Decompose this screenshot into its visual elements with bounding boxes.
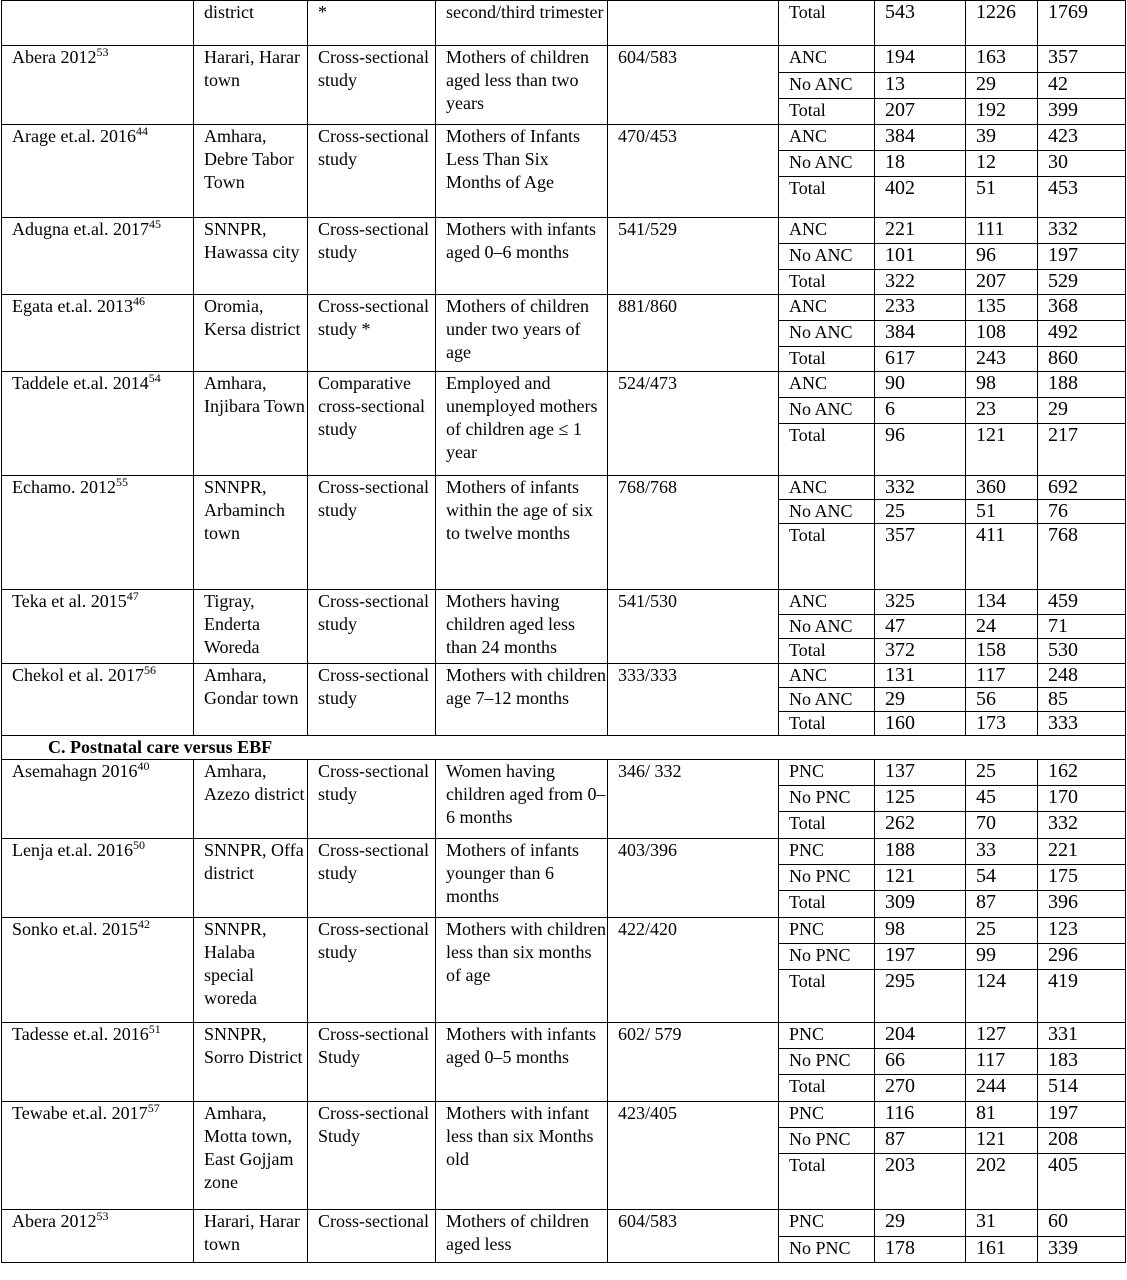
study-cell <box>2 918 194 1023</box>
ebf-count: 322 <box>875 270 966 295</box>
study-cell <box>2 839 194 918</box>
table-row <box>2 125 1126 151</box>
total-count: 248 <box>1038 664 1126 688</box>
sample-size-cell: 768/768 <box>608 476 779 590</box>
total-count: 197 <box>1038 244 1126 270</box>
design-cell: Cross-sectional study <box>308 125 436 218</box>
citation-ref: 46 <box>132 294 145 308</box>
sample-size-cell: 541/530 <box>608 590 779 664</box>
ebf-count: 29 <box>875 1210 966 1237</box>
study-name: Tewabe et.al. 2017 <box>12 1103 148 1123</box>
ebf-count: 309 <box>875 891 966 918</box>
table-row <box>2 760 1126 786</box>
study-cell <box>2 372 194 476</box>
ebf-count: 101 <box>875 244 966 270</box>
citation-ref: 51 <box>148 1022 161 1036</box>
total-count: 768 <box>1038 524 1126 590</box>
group-label: ANC <box>779 46 875 73</box>
population-cell: Mothers of children under two years of age <box>436 295 608 372</box>
group-label: Total <box>779 712 875 736</box>
total-count: 29 <box>1038 398 1126 424</box>
section-header: C. Postnatal care versus EBF <box>2 736 1126 760</box>
ebf-count: 178 <box>875 1237 966 1263</box>
study-name: Sonko et.al. 2015 <box>12 919 138 939</box>
study-name: Asemahagn 2016 <box>12 761 138 781</box>
group-label: Total <box>779 177 875 218</box>
non-ebf-count: 192 <box>966 99 1038 125</box>
section-c-header-group <box>2 736 1126 760</box>
non-ebf-count: 163 <box>966 46 1038 73</box>
group-label: Total <box>779 424 875 476</box>
group-label: No ANC <box>779 398 875 424</box>
table-row <box>2 46 1126 73</box>
ebf-count: 384 <box>875 125 966 151</box>
population-cell: Women having children aged from 0–6 months <box>436 760 608 839</box>
ebf-count: 121 <box>875 865 966 891</box>
total-count: 529 <box>1038 270 1126 295</box>
total-count: 221 <box>1038 839 1126 865</box>
total-count: 331 <box>1038 1023 1126 1049</box>
study-table <box>1 0 1126 1263</box>
non-ebf-count: 111 <box>966 218 1038 244</box>
anc-rows <box>2 1 1126 736</box>
table-row <box>2 1 1126 46</box>
non-ebf-count: 33 <box>966 839 1038 865</box>
ebf-count: 98 <box>875 918 966 944</box>
non-ebf-count: 121 <box>966 424 1038 476</box>
non-ebf-count: 12 <box>966 151 1038 177</box>
sample-size-cell: 524/473 <box>608 372 779 476</box>
study-name: Abera 2012 <box>12 1211 97 1231</box>
sample-size-cell: 403/396 <box>608 839 779 918</box>
citation-ref: 47 <box>126 589 139 603</box>
non-ebf-count: 117 <box>966 1049 1038 1075</box>
total-count: 208 <box>1038 1128 1126 1154</box>
non-ebf-count: 134 <box>966 590 1038 615</box>
group-label: No ANC <box>779 73 875 99</box>
total-count: 85 <box>1038 688 1126 712</box>
group-label: No PNC <box>779 1049 875 1075</box>
population-cell: Mothers of Infants Less Than Six Months of Age <box>436 125 608 218</box>
non-ebf-count: 24 <box>966 615 1038 639</box>
study-cell <box>2 46 194 125</box>
study-cell <box>2 760 194 839</box>
design-cell: Cross-sectional Study <box>308 1102 436 1210</box>
citation-ref: 45 <box>148 217 161 231</box>
population-cell: Mothers of children aged less <box>436 1210 608 1263</box>
total-count: 183 <box>1038 1049 1126 1075</box>
group-label: Total <box>779 347 875 372</box>
study-cell <box>2 218 194 295</box>
table-row <box>2 664 1126 688</box>
non-ebf-count: 127 <box>966 1023 1038 1049</box>
pnc-rows <box>2 760 1126 1263</box>
group-label: ANC <box>779 372 875 398</box>
sample-size-cell: 423/405 <box>608 1102 779 1210</box>
sample-size-cell: 604/583 <box>608 46 779 125</box>
population-cell: Mothers with infants aged 0–6 months <box>436 218 608 295</box>
total-count: 170 <box>1038 786 1126 812</box>
ebf-count: 204 <box>875 1023 966 1049</box>
total-count: 188 <box>1038 372 1126 398</box>
total-count: 459 <box>1038 590 1126 615</box>
non-ebf-count: 158 <box>966 639 1038 664</box>
non-ebf-count: 96 <box>966 244 1038 270</box>
population-cell: Mothers having children aged less than 24 months <box>436 590 608 664</box>
total-count: 423 <box>1038 125 1126 151</box>
ebf-count: 87 <box>875 1128 966 1154</box>
ebf-count: 47 <box>875 615 966 639</box>
region-cell: Harari, Harar town <box>194 46 308 125</box>
non-ebf-count: 25 <box>966 918 1038 944</box>
total-count: 492 <box>1038 321 1126 347</box>
ebf-count: 25 <box>875 500 966 524</box>
non-ebf-count: 31 <box>966 1210 1038 1237</box>
design-cell: Cross-sectional study <box>308 918 436 1023</box>
non-ebf-count: 87 <box>966 891 1038 918</box>
citation-ref: 56 <box>143 663 156 677</box>
citation-ref: 53 <box>96 1209 109 1223</box>
region-cell: Harari, Harar town <box>194 1210 308 1263</box>
ebf-count: 402 <box>875 177 966 218</box>
ebf-count: 203 <box>875 1154 966 1210</box>
group-label: No ANC <box>779 688 875 712</box>
total-count: 123 <box>1038 918 1126 944</box>
study-cell <box>2 1210 194 1263</box>
population-cell: Mothers of children aged less than two years <box>436 46 608 125</box>
group-label: PNC <box>779 1023 875 1049</box>
group-label: No PNC <box>779 786 875 812</box>
sample-size-cell: 422/420 <box>608 918 779 1023</box>
non-ebf-count: 173 <box>966 712 1038 736</box>
total-count: 197 <box>1038 1102 1126 1128</box>
design-cell: Cross-sectional study <box>308 760 436 839</box>
total-count: 453 <box>1038 177 1126 218</box>
non-ebf-count: 243 <box>966 347 1038 372</box>
design-cell: Comparative cross-sectional study <box>308 372 436 476</box>
ebf-count: 6 <box>875 398 966 424</box>
ebf-count: 357 <box>875 524 966 590</box>
ebf-count: 332 <box>875 476 966 500</box>
total-count: 860 <box>1038 347 1126 372</box>
ebf-count: 116 <box>875 1102 966 1128</box>
non-ebf-count: 244 <box>966 1075 1038 1102</box>
population-cell: Mothers of infants younger than 6 months <box>436 839 608 918</box>
ebf-count: 29 <box>875 688 966 712</box>
group-label: No ANC <box>779 500 875 524</box>
total-count: 76 <box>1038 500 1126 524</box>
sample-size-cell: 470/453 <box>608 125 779 218</box>
non-ebf-count: 108 <box>966 321 1038 347</box>
group-label: PNC <box>779 1210 875 1237</box>
design-cell: Cross-sectional study <box>308 590 436 664</box>
region-cell: Amhara, Injibara Town <box>194 372 308 476</box>
non-ebf-count: 54 <box>966 865 1038 891</box>
ebf-count: 543 <box>875 1 966 46</box>
study-name: Chekol et al. 2017 <box>12 665 144 685</box>
non-ebf-count: 124 <box>966 970 1038 1023</box>
sample-size-cell: 881/860 <box>608 295 779 372</box>
population-cell: Mothers with infants aged 0–5 months <box>436 1023 608 1102</box>
ebf-count: 90 <box>875 372 966 398</box>
non-ebf-count: 70 <box>966 812 1038 839</box>
non-ebf-count: 1226 <box>966 1 1038 46</box>
table-row <box>2 295 1126 321</box>
group-label: Total <box>779 639 875 664</box>
table-row <box>2 476 1126 500</box>
total-count: 42 <box>1038 73 1126 99</box>
section-header-row <box>2 736 1126 760</box>
region-cell: Amhara, Motta town, East Gojjam zone <box>194 1102 308 1210</box>
group-label: No ANC <box>779 321 875 347</box>
group-label: PNC <box>779 839 875 865</box>
ebf-count: 295 <box>875 970 966 1023</box>
study-cell <box>2 1102 194 1210</box>
ebf-count: 125 <box>875 786 966 812</box>
region-cell: Amhara, Azezo district <box>194 760 308 839</box>
sample-size-cell: 604/583 <box>608 1210 779 1263</box>
population-cell: second/third trimester <box>436 1 608 46</box>
total-count: 530 <box>1038 639 1126 664</box>
citation-ref: 55 <box>115 475 128 489</box>
group-label: Total <box>779 970 875 1023</box>
group-label: Total <box>779 270 875 295</box>
non-ebf-count: 99 <box>966 944 1038 970</box>
total-count: 332 <box>1038 812 1126 839</box>
design-cell: Cross-sectional study <box>308 664 436 736</box>
design-cell: Cross-sectional <box>308 1210 436 1263</box>
group-label: No PNC <box>779 1128 875 1154</box>
ebf-count: 197 <box>875 944 966 970</box>
design-cell: * <box>308 1 436 46</box>
study-cell <box>2 295 194 372</box>
ebf-count: 188 <box>875 839 966 865</box>
ebf-count: 372 <box>875 639 966 664</box>
design-cell: Cross-sectional Study <box>308 1023 436 1102</box>
study-name: Lenja et.al. 2016 <box>12 840 133 860</box>
total-count: 419 <box>1038 970 1126 1023</box>
table-row <box>2 218 1126 244</box>
table-row <box>2 372 1126 398</box>
table-row <box>2 590 1126 615</box>
total-count: 399 <box>1038 99 1126 125</box>
group-label: No ANC <box>779 151 875 177</box>
group-label: ANC <box>779 295 875 321</box>
non-ebf-count: 51 <box>966 500 1038 524</box>
citation-ref: 40 <box>137 759 150 773</box>
study-name: Abera 2012 <box>12 47 97 67</box>
ebf-count: 13 <box>875 73 966 99</box>
total-count: 692 <box>1038 476 1126 500</box>
region-cell: district <box>194 1 308 46</box>
group-label: Total <box>779 99 875 125</box>
citation-ref: 57 <box>147 1101 160 1115</box>
group-label: PNC <box>779 1102 875 1128</box>
study-cell <box>2 1023 194 1102</box>
non-ebf-count: 81 <box>966 1102 1038 1128</box>
region-cell: SNNPR, Hawassa city <box>194 218 308 295</box>
group-label: PNC <box>779 760 875 786</box>
study-cell <box>2 1 194 46</box>
population-cell: Mothers of infants within the age of six to twelve months <box>436 476 608 590</box>
region-cell: Tigray, Enderta Woreda <box>194 590 308 664</box>
region-cell: Oromia, Kersa district <box>194 295 308 372</box>
design-cell: Cross-sectional study <box>308 46 436 125</box>
total-count: 396 <box>1038 891 1126 918</box>
non-ebf-count: 207 <box>966 270 1038 295</box>
study-name: Echamo. 2012 <box>12 477 116 497</box>
total-count: 357 <box>1038 46 1126 73</box>
ebf-count: 160 <box>875 712 966 736</box>
total-count: 30 <box>1038 151 1126 177</box>
non-ebf-count: 121 <box>966 1128 1038 1154</box>
sample-size-cell: 333/333 <box>608 664 779 736</box>
table-row <box>2 1023 1126 1049</box>
total-count: 60 <box>1038 1210 1126 1237</box>
ebf-count: 325 <box>875 590 966 615</box>
ebf-count: 233 <box>875 295 966 321</box>
non-ebf-count: 29 <box>966 73 1038 99</box>
total-count: 162 <box>1038 760 1126 786</box>
study-name: Adugna et.al. 2017 <box>12 219 149 239</box>
non-ebf-count: 56 <box>966 688 1038 712</box>
population-cell: Mothers with children age 7–12 months <box>436 664 608 736</box>
ebf-count: 137 <box>875 760 966 786</box>
group-label: No PNC <box>779 1237 875 1263</box>
region-cell: SNNPR, Offa district <box>194 839 308 918</box>
design-cell: Cross-sectional study <box>308 839 436 918</box>
total-count: 339 <box>1038 1237 1126 1263</box>
total-count: 333 <box>1038 712 1126 736</box>
total-count: 175 <box>1038 865 1126 891</box>
region-cell: SNNPR, Arbaminch town <box>194 476 308 590</box>
study-name: Teka et al. 2015 <box>12 591 127 611</box>
non-ebf-count: 411 <box>966 524 1038 590</box>
sample-size-cell <box>608 1 779 46</box>
group-label: ANC <box>779 218 875 244</box>
non-ebf-count: 39 <box>966 125 1038 151</box>
group-label: Total <box>779 891 875 918</box>
table-row <box>2 918 1126 944</box>
citation-ref: 54 <box>148 371 161 385</box>
ebf-count: 221 <box>875 218 966 244</box>
group-label: No PNC <box>779 944 875 970</box>
region-cell: SNNPR, Sorro District <box>194 1023 308 1102</box>
group-label: No ANC <box>779 244 875 270</box>
table-row <box>2 839 1126 865</box>
non-ebf-count: 135 <box>966 295 1038 321</box>
region-cell: SNNPR, Halaba special woreda <box>194 918 308 1023</box>
ebf-count: 18 <box>875 151 966 177</box>
total-count: 1769 <box>1038 1 1126 46</box>
group-label: Total <box>779 524 875 590</box>
ebf-count: 262 <box>875 812 966 839</box>
total-count: 514 <box>1038 1075 1126 1102</box>
non-ebf-count: 23 <box>966 398 1038 424</box>
group-label: Total <box>779 1 875 46</box>
population-cell: Mothers with infant less than six Months old <box>436 1102 608 1210</box>
non-ebf-count: 98 <box>966 372 1038 398</box>
total-count: 368 <box>1038 295 1126 321</box>
sample-size-cell: 602/ 579 <box>608 1023 779 1102</box>
study-cell <box>2 664 194 736</box>
group-label: Total <box>779 1075 875 1102</box>
design-cell: Cross-sectional study <box>308 476 436 590</box>
total-count: 217 <box>1038 424 1126 476</box>
study-name: Egata et.al. 2013 <box>12 296 133 316</box>
study-name: Arage et.al. 2016 <box>12 126 136 146</box>
non-ebf-count: 25 <box>966 760 1038 786</box>
citation-ref: 50 <box>132 838 145 852</box>
group-label: PNC <box>779 918 875 944</box>
non-ebf-count: 360 <box>966 476 1038 500</box>
non-ebf-count: 45 <box>966 786 1038 812</box>
group-label: ANC <box>779 590 875 615</box>
design-cell: Cross-sectional study <box>308 218 436 295</box>
citation-ref: 42 <box>138 917 150 931</box>
group-label: Total <box>779 812 875 839</box>
ebf-count: 270 <box>875 1075 966 1102</box>
study-cell <box>2 590 194 664</box>
non-ebf-count: 51 <box>966 177 1038 218</box>
ebf-count: 96 <box>875 424 966 476</box>
group-label: Total <box>779 1154 875 1210</box>
group-label: ANC <box>779 476 875 500</box>
citation-ref: 44 <box>135 124 148 138</box>
sample-size-cell: 346/ 332 <box>608 760 779 839</box>
non-ebf-count: 117 <box>966 664 1038 688</box>
study-cell <box>2 476 194 590</box>
region-cell: Amhara, Gondar town <box>194 664 308 736</box>
study-cell <box>2 125 194 218</box>
table-row <box>2 1210 1126 1237</box>
group-label: ANC <box>779 125 875 151</box>
ebf-count: 194 <box>875 46 966 73</box>
total-count: 332 <box>1038 218 1126 244</box>
ebf-count: 131 <box>875 664 966 688</box>
design-cell: Cross-sectional study * <box>308 295 436 372</box>
total-count: 296 <box>1038 944 1126 970</box>
ebf-count: 207 <box>875 99 966 125</box>
study-name: Tadesse et.al. 2016 <box>12 1024 149 1044</box>
non-ebf-count: 202 <box>966 1154 1038 1210</box>
sample-size-cell: 541/529 <box>608 218 779 295</box>
table-row <box>2 1102 1126 1128</box>
non-ebf-count: 161 <box>966 1237 1038 1263</box>
group-label: No ANC <box>779 615 875 639</box>
total-count: 71 <box>1038 615 1126 639</box>
population-cell: Mothers with children less than six months of age <box>436 918 608 1023</box>
group-label: ANC <box>779 664 875 688</box>
group-label: No PNC <box>779 865 875 891</box>
ebf-count: 384 <box>875 321 966 347</box>
ebf-count: 66 <box>875 1049 966 1075</box>
ebf-count: 617 <box>875 347 966 372</box>
total-count: 405 <box>1038 1154 1126 1210</box>
population-cell: Employed and unemployed mothers of children age ≤ 1 year <box>436 372 608 476</box>
study-name: Taddele et.al. 2014 <box>12 373 149 393</box>
citation-ref: 53 <box>96 45 109 59</box>
region-cell: Amhara, Debre Tabor Town <box>194 125 308 218</box>
